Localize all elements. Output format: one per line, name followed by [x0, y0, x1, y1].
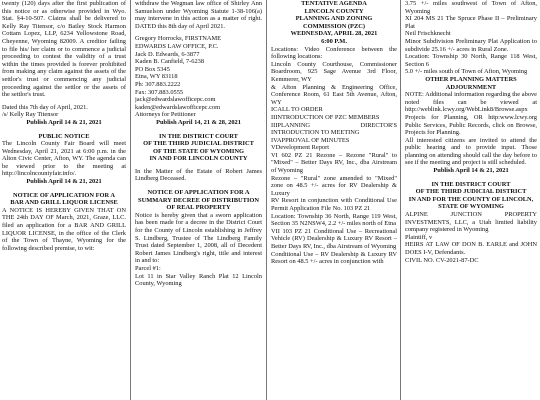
- publish-line: Publish April 14 & 21, 2021: [26, 118, 102, 126]
- publish-line: Publish April 14, 21 & 28, 2021: [156, 118, 241, 126]
- plaintiff-text: ALPINE JUNCTION PROPERTY INVESTMENTS, LLC, a Utah limited liability company registered in Wyoming: [405, 211, 537, 234]
- liquor-license-heading-2: BAR AND GRILL LIQUOR LICENSE: [10, 199, 118, 207]
- parcel-label: Parcel #1:: [135, 265, 161, 272]
- agenda-heading-4: COMMISSION (PZC): [303, 22, 365, 30]
- agenda-item: IVAPPROVAL OF MINUTES: [271, 136, 350, 144]
- column-3: [271, 0, 397, 400]
- summary-decree-text: Notice is hereby given that a sworn application has been made for a decree in the District Court for the County of Lincoln establishing in Jeffrey S. Lindberg, Trustee of The Lindberg Family Trust dated September 1, 2008, all of Decedent Robert James Lindberg's right, title and interest in and to:: [135, 211, 262, 265]
- agenda-date: WEDNESDAY, APRIL 28, 2021: [290, 30, 378, 38]
- fax-line: Fax: 307.883.0555: [135, 88, 184, 96]
- estate-notice-signature: /s/ Kelly Ray Titensor: [2, 111, 59, 119]
- court-heading-2: OF THE THIRD JUDICIAL DISTRICT: [143, 140, 254, 148]
- address-line: Etna, WY 83118: [135, 73, 178, 81]
- agenda-item: OTHER PLANNING MATTERS: [425, 75, 517, 83]
- court-heading-3: OF THE STATE OF WYOMING: [152, 147, 245, 155]
- summary-decree-heading: NOTICE OF APPLICATION FOR A SUMMARY DECREE OF DISTRIBUTION OF REAL PROPERTY: [138, 189, 259, 212]
- agenda-item-detail: Location: Township 36 North, Range 119 West, Section 35 N2NSW4, 2.2 +/- miles north of Etna: [271, 212, 397, 228]
- agenda-heading: TENTATIVE AGENDA: [301, 0, 367, 7]
- column-divider: [266, 0, 267, 400]
- agenda-item-detail: Minor Subdivision Preliminary Plat Application to subdivide 25.16 +/- acres in Rural Zone.: [405, 37, 537, 53]
- agenda-item: VII 103 PZ 21 Conditional Use – Recreational Vehicle (RV) Dealership & Luxury RV Resort – Better Days RV, Inc., dba Airstream of Wyoming: [271, 227, 397, 250]
- agenda-note: All interested citizens are invited to attend the public hearing and to provide input. Those planning on attending should call the day before to see if the meeting and project is still scheduled.: [405, 136, 537, 167]
- column-1: [2, 0, 126, 400]
- court-heading-4: IN AND FOR LINCOLN COUNTY: [149, 155, 248, 163]
- agenda-heading-2: LINCOLN COUNTY: [304, 7, 364, 15]
- agenda-location-2: & Afton Planning & Engineering Office, Conference Room, 61 East 5th Avenue, Afton, WY: [271, 83, 397, 106]
- agenda-item: ADJOURNMENT: [445, 83, 497, 91]
- publish-line: Publish April 14 & 21, 2021: [433, 167, 509, 175]
- agenda-item-detail: Location: Township 30 North, Range 118 West, Section 6: [405, 53, 537, 68]
- estate-notice-text: twenty (120) days after the first publication of this notice or as otherwise provided in Wyo. Stat. §4-10-507. Claims shall be delivered to Kelly Ray Titensor, c/o Bailey Stock Harmon Cottam Lopez, LLP, 6234 Yellowstone Road, Cheyenne, Wyoming 82009. A creditor failing to file his/ her claim or to commence a judicial proceeding to contest the validity of a trust within the times provided is forever prohibited from making any claim against the assets of the settlor's trust or commencing any judicial proceeding against the settlor or the assets of the settlor's trust.: [2, 0, 126, 99]
- agenda-location-1: Lincoln County Courthouse, Commissioner Boardroom, 925 Sage Avenue 3rd Floor, Kemmerer, WY: [271, 60, 397, 83]
- agenda-item-detail: 5.0 +/- miles south of Town of Afton, Wyoming: [405, 68, 528, 76]
- column-divider: [130, 0, 131, 400]
- estate-notice-date: Dated this 7th day of April, 2021.: [2, 103, 88, 111]
- column-2: [135, 0, 262, 400]
- column-divider: [400, 0, 401, 400]
- intervene-text: withdraw the Wegman law office of Shirley Ann Samuelson under Wyoming Statute 1-38-106(a) may intervene in this action as a matter of right. DATED this 8th day of April 2021.: [135, 0, 262, 30]
- agenda-item-detail: Rezone – "Rural" zone amended to "Mixed" zone on 48.5 +/- acres for RV Dealership & Luxury: [271, 174, 397, 197]
- agenda-item-detail: 3.75 +/- miles southwest of Town of Afton, Wyoming: [405, 0, 537, 15]
- publish-line: Publish April 14 & 21, 2021: [26, 178, 102, 186]
- agenda-item: IIINTRODUCTION OF PZC MEMBERS: [271, 113, 380, 121]
- civil-number: CIVIL NO. CV-2021-87-DC: [405, 256, 479, 264]
- public-notice-heading: PUBLIC NOTICE: [38, 132, 90, 140]
- court-heading-2: OF THE THIRD JUDICIAL DISTRICT: [415, 188, 527, 196]
- agenda-item-detail: RV Resort in conjunction with Conditional Use Permit Application File No. 103 PZ 21: [271, 197, 397, 213]
- attorney-name: Kaden B. Canfield, 7-6238: [135, 58, 205, 66]
- agenda-item: IIIPLANNING DIRECTOR'S INTRODUCTION TO MEETING: [271, 121, 397, 137]
- defendants-text: HEIRS AT LAW OF DON B. EARLE and JOHN DOES I-V, Defendants.: [405, 241, 537, 256]
- court-heading: IN THE DISTRICT COURT: [159, 132, 238, 140]
- estate-matter-text: In the Matter of the Estate of Robert James Lindberg Deceased.: [135, 167, 262, 183]
- agenda-item-detail: Conditional Use – RV Dealership & Luxury RV Resort on 48.5 +/- acres in conjunction with: [271, 250, 397, 266]
- agenda-item: ICALL TO ORDER: [271, 106, 323, 114]
- court-heading-3: IN AND FOR THE COUNTY OF LINCOLN, STATE OF WYOMING: [408, 195, 534, 211]
- parcel-text: Lot 11 in Star Valley Ranch Plat 12 Lincoln County, Wyoming: [135, 272, 262, 288]
- agenda-locations: Locations: Video Conference between the following locations:: [271, 45, 397, 61]
- email-line: kaden@edwardslawofficepc.com: [135, 103, 221, 111]
- agenda-note: NOTE: Additional information regarding the above noted files can be viewed at http://weblink.lcwy.org/WebLink8/Browse.aspx Projects for Planning, OR http:www.lcwy.org Public Services, Public Records, click on Browse, Projects for Planning.: [405, 91, 537, 137]
- agenda-item-detail: Neil Frischknecht: [405, 30, 451, 38]
- address-line: PO Box 5345: [135, 65, 170, 73]
- liquor-license-text: A NOTICE IS HEREBY GIVEN THAT ON THE 24th DAY OF March, 2021, Graze, LLC. filed an application for a BAR AND GRILL LIQUOR LICENSE, in the office of the Clerk of the Town of Thayne, Wyoming for the following described premise, to wit:: [2, 206, 126, 252]
- agenda-item: VI 602 PZ 21 Rezone – Rezone "Rural" to "Mixed" – Better Days RV, Inc., dba Airstream of Wyoming: [271, 151, 397, 175]
- email-line: jack@edwardslawofficepc.com: [135, 96, 216, 104]
- law-office-name: EDWARDS LAW OFFICE, P.C.: [135, 42, 219, 50]
- liquor-license-heading: NOTICE OF APPLICATION FOR A: [13, 191, 115, 199]
- attorneys-role: Attorneys for Petitioner: [135, 111, 196, 119]
- agenda-item: XI 204 MS 21 The Spruce Phase II – Preliminary Plat: [405, 15, 537, 30]
- public-notice-text: The Lincoln County Fair Board will meet Wednesday, April 21, 2021 at 6:00 p.m. in the Alton Civic Center, Afton, WY. The agenda can be viewed prior to the meeting at http://lincolncountyfair.info/.: [2, 140, 126, 178]
- attorney-name: Jack D. Edwards, 6-3877: [135, 50, 200, 58]
- agenda-item: VDevelopment Report: [271, 144, 330, 152]
- signature-line: Gregory Horrocks, FIRSTNAME: [135, 35, 222, 43]
- phone-line: Ph: 307.883.2222: [135, 80, 181, 88]
- agenda-time: 6:00 P.M.: [321, 37, 347, 45]
- agenda-heading-3: PLANNING AND ZONING: [295, 15, 373, 23]
- plaintiff-label: Plaintiff, v: [405, 233, 433, 241]
- court-heading: IN THE DISTRICT COURT: [431, 180, 511, 188]
- column-4: [405, 0, 537, 400]
